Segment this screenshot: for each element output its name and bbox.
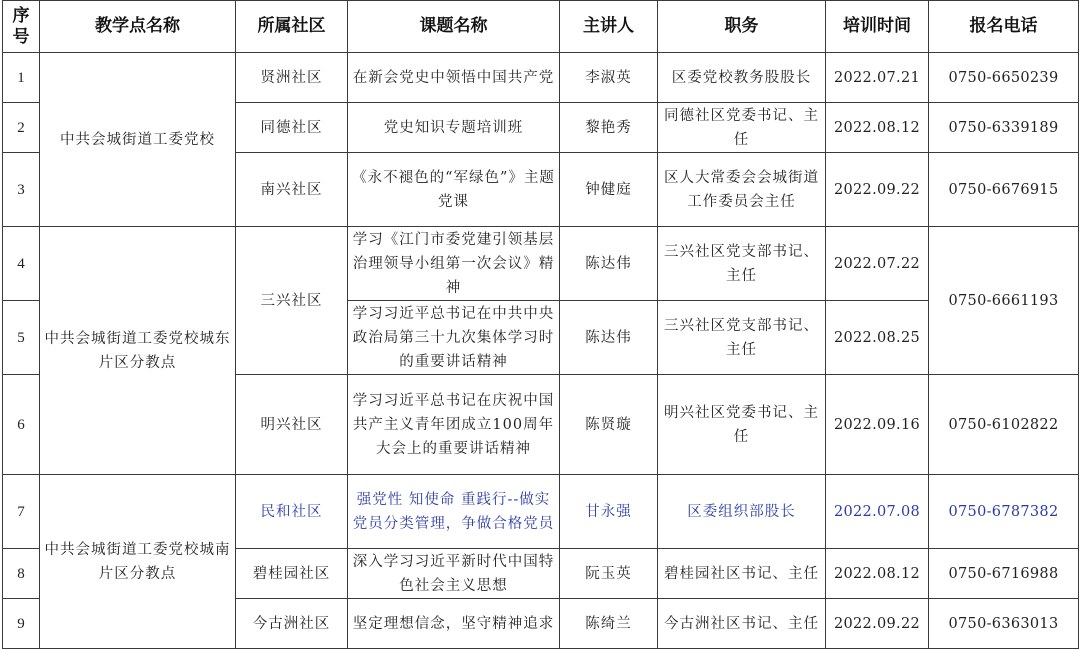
phone-cell: 0750-6102822: [929, 375, 1079, 475]
phone-cell: 0750-6661193: [929, 227, 1079, 375]
position-cell: 今古洲社区书记、主任: [658, 599, 826, 649]
row-seq: 9: [3, 599, 40, 649]
speaker-cell: 陈达伟: [560, 227, 658, 301]
row-seq: 5: [3, 301, 40, 375]
row-seq: 4: [3, 227, 40, 301]
phone-cell: 0750-6339189: [929, 103, 1079, 153]
header-phone: 报名电话: [929, 1, 1079, 53]
training-schedule-table: [2, 0, 1079, 649]
header-community: 所属社区: [236, 1, 348, 53]
position-cell: 三兴社区党支部书记、主任: [658, 227, 826, 301]
speaker-cell: 陈绮兰: [560, 599, 658, 649]
community-cell: 今古洲社区: [236, 599, 348, 649]
date-cell: 2022.07.08: [826, 475, 929, 549]
community-cell: 碧桂园社区: [236, 549, 348, 599]
position-cell: 三兴社区党支部书记、主任: [658, 301, 826, 375]
row-seq: 7: [3, 475, 40, 549]
header-seq: 序号: [3, 1, 40, 53]
speaker-cell: 李淑英: [560, 53, 658, 103]
header-time: 培训时间: [826, 1, 929, 53]
topic-cell: 学习《江门市委党建引领基层治理领导小组第一次会议》精神: [348, 227, 560, 301]
speaker-cell: 陈达伟: [560, 301, 658, 375]
topic-cell: 深入学习习近平新时代中国特色社会主义思想: [348, 549, 560, 599]
date-cell: 2022.08.25: [826, 301, 929, 375]
topic-cell: 《永不褪色的“军绿色”》主题党课: [348, 153, 560, 227]
speaker-cell: 陈贤璇: [560, 375, 658, 475]
speaker-cell: 阮玉英: [560, 549, 658, 599]
position-cell: 区委组织部股长: [658, 475, 826, 549]
community-cell: 贤洲社区: [236, 53, 348, 103]
header-topic: 课题名称: [348, 1, 560, 53]
phone-cell: 0750-6676915: [929, 153, 1079, 227]
speaker-cell: 甘永强: [560, 475, 658, 549]
position-cell: 区委党校教务股股长: [658, 53, 826, 103]
row-seq: 6: [3, 375, 40, 475]
site-cell: 中共会城街道工委党校: [40, 53, 236, 227]
table-row: [3, 227, 1079, 301]
header-site: 教学点名称: [40, 1, 236, 53]
header-row: [3, 1, 1079, 53]
community-cell: 明兴社区: [236, 375, 348, 475]
topic-cell: 强党性 知使命 重践行--做实党员分类管理，争做合格党员: [348, 475, 560, 549]
header-position: 职务: [658, 1, 826, 53]
community-cell: 南兴社区: [236, 153, 348, 227]
date-cell: 2022.08.12: [826, 103, 929, 153]
phone-cell: 0750-6716988: [929, 549, 1079, 599]
table-row: [3, 53, 1079, 103]
date-cell: 2022.08.12: [826, 549, 929, 599]
date-cell: 2022.07.21: [826, 53, 929, 103]
phone-cell: 0750-6650239: [929, 53, 1079, 103]
date-cell: 2022.09.22: [826, 599, 929, 649]
position-cell: 同德社区党委书记、主任: [658, 103, 826, 153]
position-cell: 区人大常委会会城街道工作委员会主任: [658, 153, 826, 227]
position-cell: 碧桂园社区书记、主任: [658, 549, 826, 599]
date-cell: 2022.07.22: [826, 227, 929, 301]
community-cell: 三兴社区: [236, 227, 348, 375]
row-seq: 2: [3, 103, 40, 153]
topic-cell: 学习习近平总书记在庆祝中国共产主义青年团成立100周年大会上的重要讲话精神: [348, 375, 560, 475]
row-seq: 1: [3, 53, 40, 103]
header-speaker: 主讲人: [560, 1, 658, 53]
phone-cell: 0750-6363013: [929, 599, 1079, 649]
site-cell: 中共会城街道工委党校城东片区分教点: [40, 227, 236, 475]
table-row: [3, 475, 1079, 549]
topic-cell: 在新会党史中领悟中国共产党: [348, 53, 560, 103]
speaker-cell: 钟健庭: [560, 153, 658, 227]
position-cell: 明兴社区党委书记、主任: [658, 375, 826, 475]
topic-cell: 坚定理想信念，坚守精神追求: [348, 599, 560, 649]
topic-cell: 学习习近平总书记在中共中央政治局第三十九次集体学习时的重要讲话精神: [348, 301, 560, 375]
row-seq: 8: [3, 549, 40, 599]
community-cell: 民和社区: [236, 475, 348, 549]
row-seq: 3: [3, 153, 40, 227]
date-cell: 2022.09.22: [826, 153, 929, 227]
speaker-cell: 黎艳秀: [560, 103, 658, 153]
date-cell: 2022.09.16: [826, 375, 929, 475]
topic-cell: 党史知识专题培训班: [348, 103, 560, 153]
site-cell: 中共会城街道工委党校城南片区分教点: [40, 475, 236, 649]
community-cell: 同德社区: [236, 103, 348, 153]
phone-cell: 0750-6787382: [929, 475, 1079, 549]
